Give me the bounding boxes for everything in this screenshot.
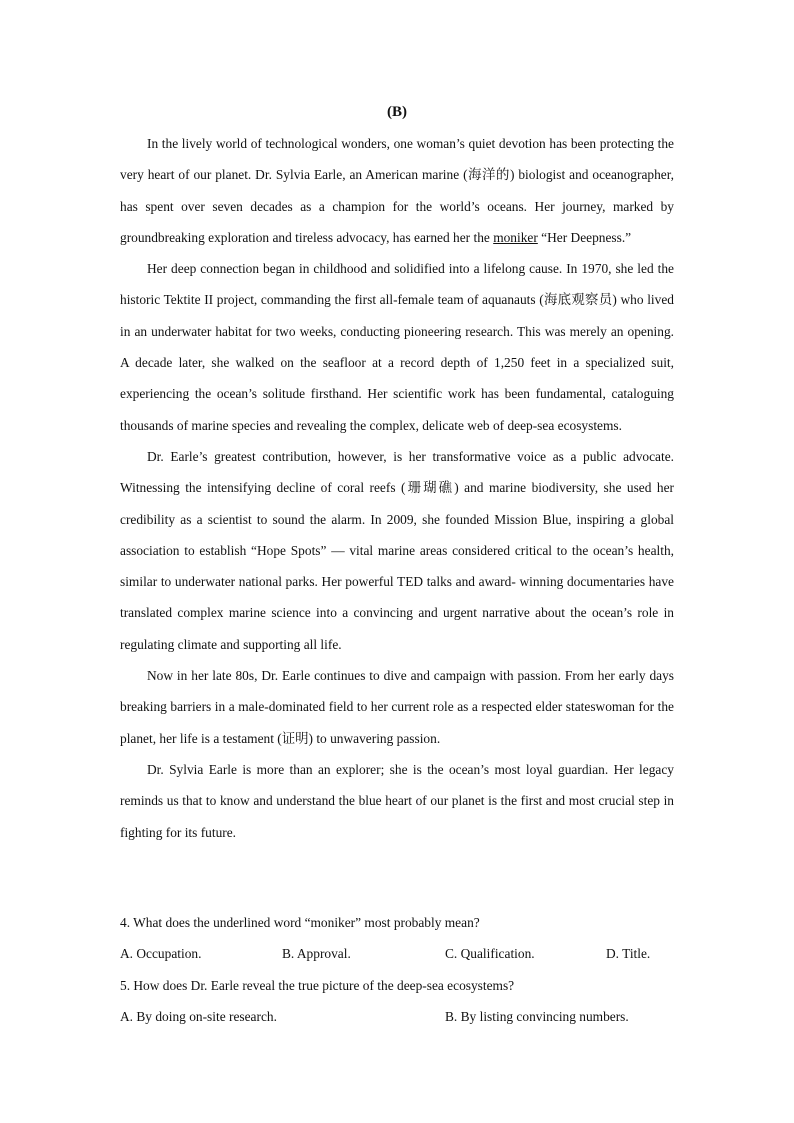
underlined-word: moniker (493, 229, 538, 245)
paragraph-5: Dr. Sylvia Earle is more than an explorer; she is the ocean’s most loyal guardian. Her legacy reminds us that to know and understand the blue heart of our planet is the first and most crucial step in fighting for its future. (120, 761, 674, 840)
section-title: (B) (387, 104, 407, 120)
paragraph-1-text-before: In the lively world of technological wonders, one woman’s quiet devotion has been protecting the very heart of our planet. Dr. Sylvia Earle, an American marine (海洋的) biologist and oceanographer, has spent over seven decades as a champion for the world’s oceans. Her journey, marked by groundbreaking exploration and tireless advocacy, has earned her the (120, 136, 674, 245)
question-4-stem: 4. What does the underlined word “moniker” most probably mean? (120, 915, 480, 930)
paragraph-1 (120, 128, 674, 253)
question-4-options (120, 938, 680, 969)
question-4-option-b: B. Approval. (282, 946, 351, 962)
question-4-option-a: A. Occupation. (120, 946, 202, 962)
question-5-option-a: A. By doing on-site research. (120, 1008, 277, 1024)
paragraph-4: Now in her late 80s, Dr. Earle continues to dive and campaign with passion. From her early days breaking barriers in a male-dominated field to her current role as a respected elder stateswoman for the planet, her life is a testament (证明) to unwavering passion. (120, 668, 674, 746)
question-4-option-c: C. Qualification. (445, 946, 535, 962)
paragraph-1-text-after: “Her Deepness.” (537, 229, 632, 245)
question-5-stem: 5. How does Dr. Earle reveal the true picture of the deep-sea ecosystems? (120, 977, 515, 993)
question-5 (120, 970, 680, 1033)
question-list (120, 907, 680, 1032)
question-4 (120, 907, 680, 970)
question-4-option-d: D. Title. (606, 946, 651, 962)
reading-passage (120, 128, 674, 848)
paragraph-3: Dr. Earle’s greatest contribution, however, is her transformative voice as a public advocate. Witnessing the intensifying decline of coral reefs (珊瑚礁) and marine biodiversity, she used her credibility as a scientist to sound the alarm. In 2009, she founded Mission Blue, inspiring a global association to establish “Hope Spots” — vital marine areas considered critical to the ocean’s health, similar to underwater national parks. Her powerful TED talks and award- winning documentaries have translated complex marine science into a convincing and urgent narrative about the ocean’s role in regulating climate and supporting all life. (120, 448, 674, 652)
question-5-option-b: B. By listing convincing numbers. (445, 1008, 629, 1024)
question-5-options (120, 1001, 680, 1032)
paragraph-2: Her deep connection began in childhood and solidified into a lifelong cause. In 1970, she led the historic Tektite II project, commanding the first all-female team of aquanauts (海底观察员) who lived in an underwater habitat for two weeks, conducting pioneering research. This was merely an opening. A decade later, she walked on the seafloor at a record depth of 1,250 feet in a specialized suit, experiencing the ocean’s solitude firsthand. Her scientific work has been fundamental, cataloguing thousands of marine species and revealing the complex, delicate web of deep-sea ecosystems. (120, 261, 674, 433)
